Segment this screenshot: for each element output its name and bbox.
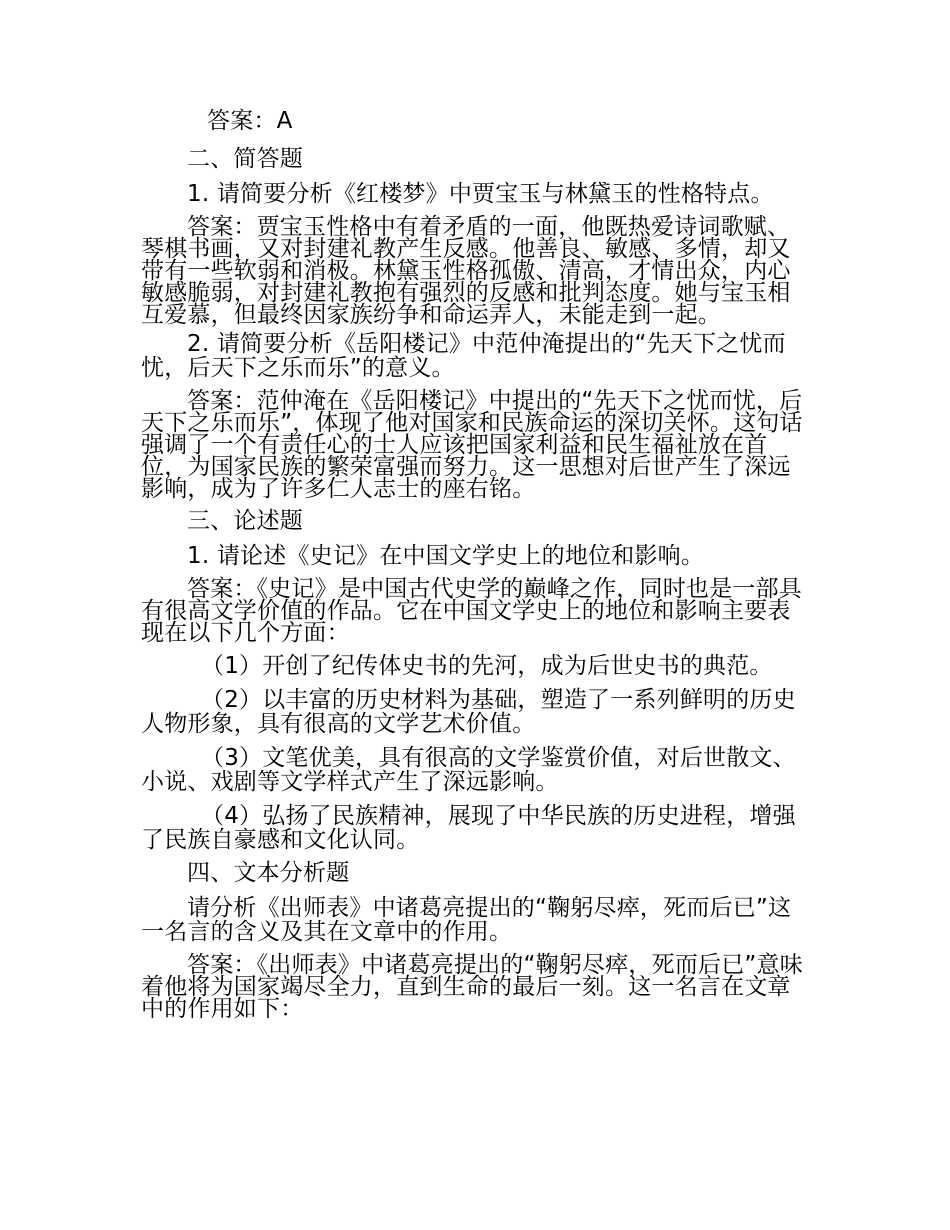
- list-item: （1）开创了纪传体史书的先河，成为后世史书的典范。: [201, 653, 773, 679]
- document-body: [141, 104, 813, 1020]
- essay-answer-1: 答案：《史记》是中国古代史学的巅峰之作，同时也是一部具有很高文学价值的作品。它在中国文学史上的地位和影响主要表现在以下几个方面：: [141, 576, 802, 646]
- section-heading-essay: 三、论述题: [187, 508, 303, 534]
- analysis-answer: 答案：《出师表》中诸葛亮提出的“鞠躬尽瘁，死而后已”意味着他将为国家竭尽全力，直到生命的最后一刻。这一名言在文章中的作用如下：: [141, 952, 803, 1022]
- list-item: （4）弘扬了民族精神，展现了中华民族的历史进程，增强了民族自豪感和文化认同。: [141, 803, 796, 853]
- analysis-question: 请分析《出师表》中诸葛亮提出的“鞠躬尽瘁，死而后已”这一名言的含义及其在文章中的作用。: [141, 895, 792, 945]
- answer-mc: 答案：A: [207, 108, 293, 134]
- list-item: （3）文笔优美，具有很高的文学鉴赏价值，对后世散文、小说、戏剧等文学样式产生了深远影响。: [141, 745, 796, 795]
- question-2: 2. 请简要分析《岳阳楼记》中范仲淹提出的“先天下之忧而忧，后天下之乐而乐”的意义。: [141, 331, 786, 381]
- section-heading-short-answer: 二、简答题: [187, 146, 303, 172]
- question-1: 1. 请简要分析《红楼梦》中贾宝玉与林黛玉的性格特点。: [187, 181, 774, 207]
- essay-question-1: 1. 请论述《史记》在中国文学史上的地位和影响。: [187, 543, 705, 569]
- answer-2: 答案：范仲淹在《岳阳楼记》中提出的“先天下之忧而忧，后天下之乐而乐”，体现了他对国家和民族命运的深切关怀。这句话强调了一个有责任心的士人应该把国家利益和民生福祉放在首位，为国家民族的繁荣富强而努力。这一思想对后世产生了深远影响，成为了许多仁人志士的座右铭。: [141, 388, 803, 502]
- list-item: （2）以丰富的历史材料为基础，塑造了一系列鲜明的历史人物形象，具有很高的文学艺术价值。: [141, 687, 796, 737]
- section-heading-text-analysis: 四、文本分析题: [187, 860, 350, 886]
- answer-1: 答案：贾宝玉性格中有着矛盾的一面，他既热爱诗词歌赋、琴棋书画，又对封建礼教产生反感。他善良、敏感、多情，却又带有一些软弱和消极。林黛玉性格孤傲、清高，才情出众，内心敏感脆弱，对封建礼教抱有强烈的反感和批判态度。她与宝玉相互爱慕，但最终因家族纷争和命运弄人，未能走到一起。: [141, 214, 791, 328]
